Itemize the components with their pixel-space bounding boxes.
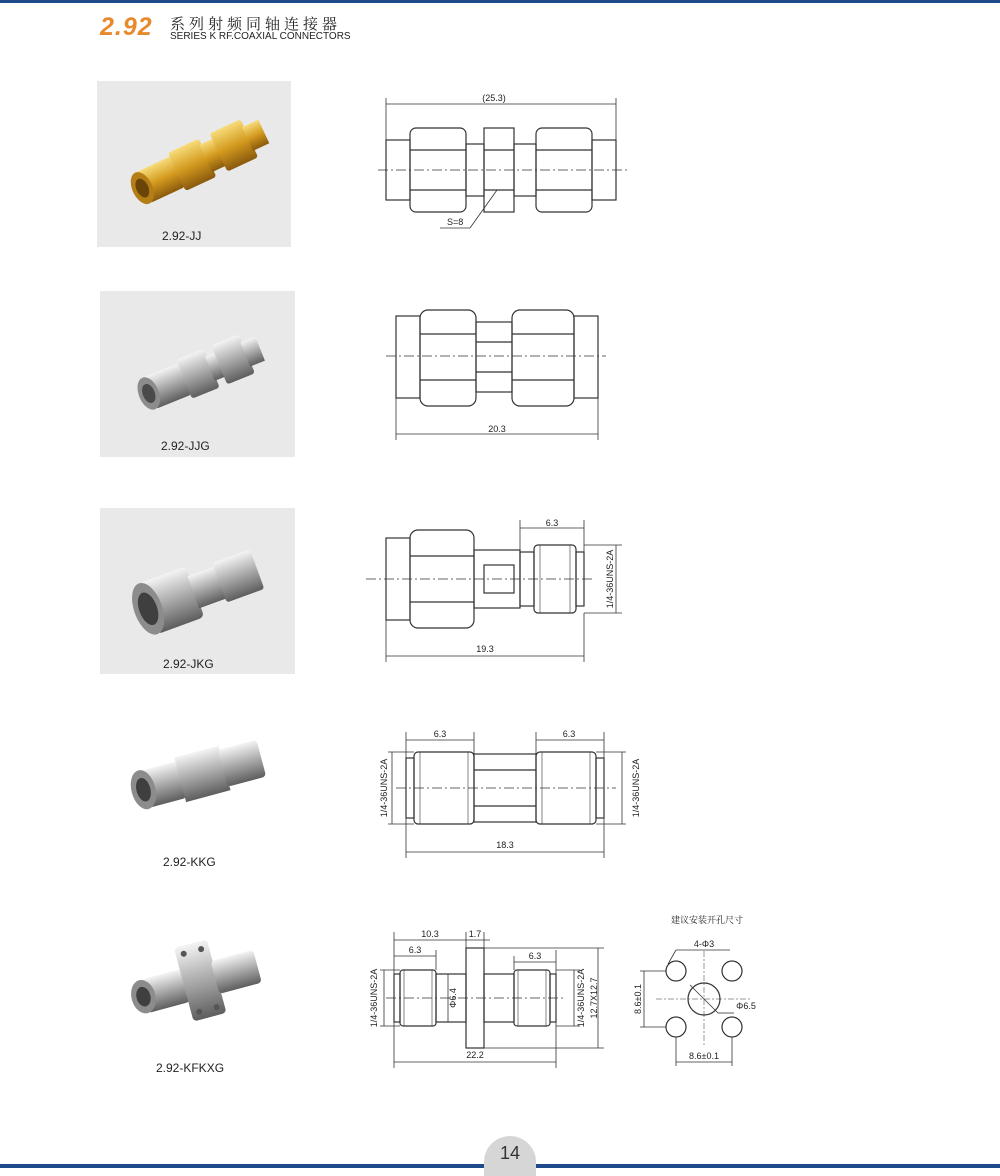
drawing-jj bbox=[378, 93, 630, 228]
dim-jj-overall: (25.3) bbox=[482, 93, 506, 103]
dim-kfkxg-bore: Φ6.4 bbox=[448, 988, 458, 1008]
dim-kfkxg-flange: 1.7 bbox=[468, 929, 482, 939]
dim-jkg-thread-length: 6.3 bbox=[545, 518, 559, 528]
dim-kfkxg-flange-size: 12.7X12.7 bbox=[589, 977, 599, 1019]
caption-jkg: 2.92-JKG bbox=[163, 657, 214, 671]
dim-kfkxg-overall: 22.2 bbox=[466, 1050, 484, 1060]
dim-jj-hex: S=8 bbox=[447, 217, 464, 227]
drawing-kkg bbox=[379, 729, 641, 858]
panel-cutout-center: Φ6.5 bbox=[736, 1001, 756, 1011]
series-number: 2.92 bbox=[100, 13, 153, 41]
dim-jkg-thread: 1/4-36UNS-2A bbox=[605, 549, 615, 609]
panel-cutout-horizontal: 8.6±0.1 bbox=[689, 1051, 719, 1061]
dim-kfkxg-thread-right: 1/4-36UNS-2A bbox=[576, 968, 586, 1028]
caption-kkg: 2.92-KKG bbox=[163, 855, 216, 869]
drawing-jkg bbox=[366, 518, 622, 662]
dim-kkg-thread-left: 1/4-36UNS-2A bbox=[379, 758, 389, 818]
dim-kkg-thread-length-left: 6.3 bbox=[433, 729, 447, 739]
dim-jkg-overall: 19.3 bbox=[476, 644, 494, 654]
dim-kfkxg-thread-length-right: 6.3 bbox=[528, 951, 542, 961]
dim-kkg-thread-length-right: 6.3 bbox=[562, 729, 576, 739]
panel-cutout-title: 建议安装开孔尺寸 bbox=[670, 915, 744, 925]
dim-kfkxg-thread-length-left: 6.3 bbox=[408, 945, 422, 955]
drawing-panel-cutout bbox=[633, 914, 756, 1066]
dim-jjg-overall: 20.3 bbox=[488, 424, 506, 434]
caption-kfkxg: 2.92-KFKXG bbox=[156, 1061, 225, 1075]
panel-cutout-vertical: 8.6±0.1 bbox=[633, 984, 643, 1014]
dim-kfkxg-thread-left: 1/4-36UNS-2A bbox=[369, 968, 379, 1028]
header-title-en: SERIES K RF.COAXIAL CONNECTORS bbox=[170, 31, 351, 42]
caption-jj: 2.92-JJ bbox=[162, 229, 202, 243]
drawing-jjg bbox=[386, 310, 606, 440]
header-title-cn: 系列射频同轴连接器 bbox=[170, 16, 342, 33]
page-number: 14 bbox=[499, 1143, 521, 1163]
panel-cutout-holes: 4-Φ3 bbox=[693, 939, 715, 949]
drawing-kfkxg bbox=[369, 929, 604, 1068]
caption-jjg: 2.92-JJG bbox=[161, 439, 210, 453]
dim-kkg-overall: 18.3 bbox=[496, 840, 514, 850]
dim-kfkxg-offset: 10.3 bbox=[421, 929, 439, 939]
dim-kkg-thread-right: 1/4-36UNS-2A bbox=[631, 758, 641, 818]
